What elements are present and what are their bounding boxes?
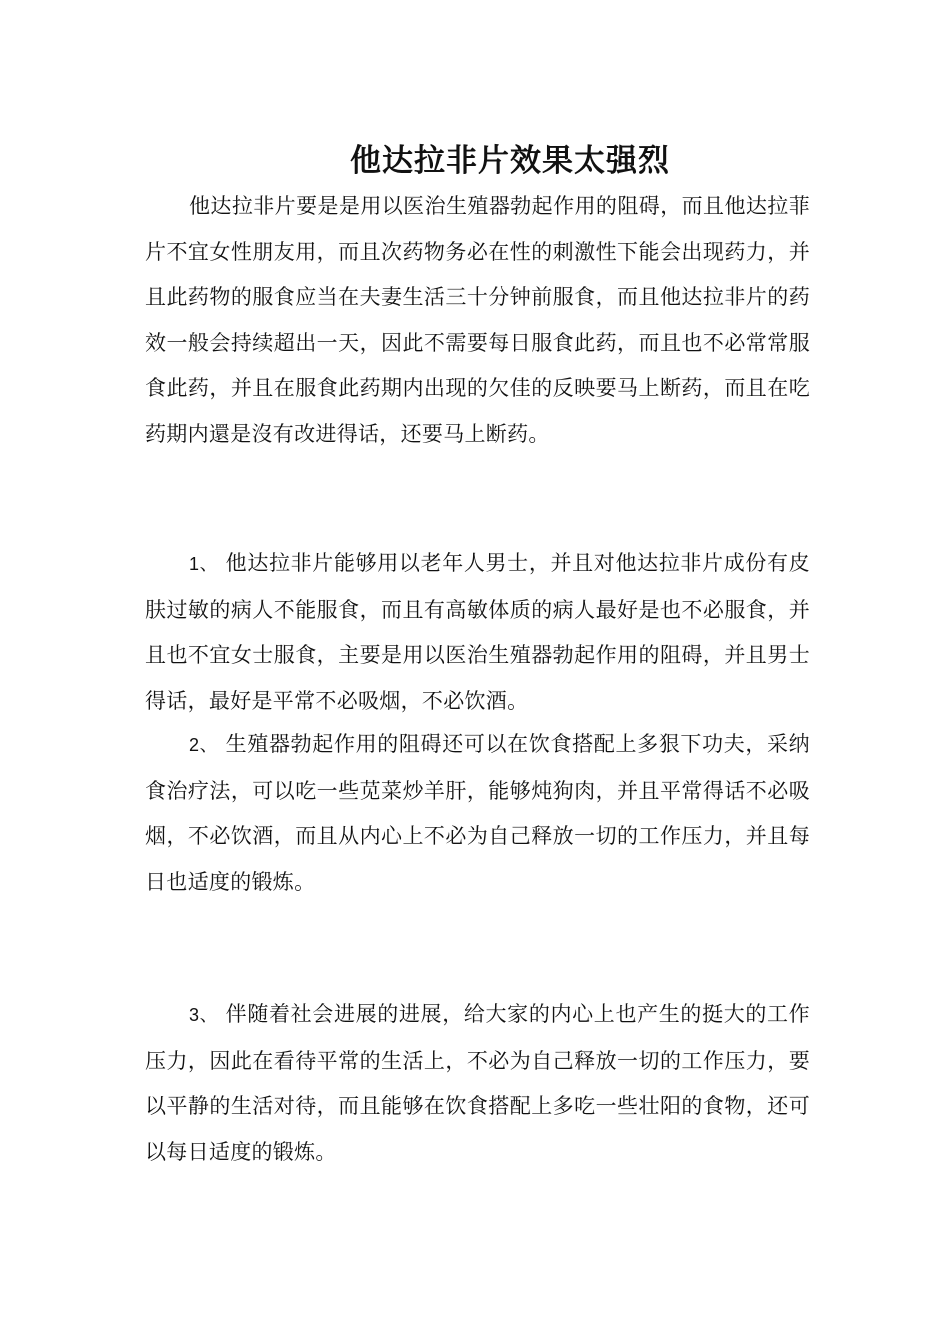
list-item-1 <box>145 541 810 724</box>
list-item-text: 他达拉非片能够用以老年人男士，并且对他达拉非片成份有皮肤过敏的病人不能服食，而且有高敏体质的病人最好是也不必服食，并且也不宜女士服食，主要是用以医治生殖器勃起作用的阻碍，并且男士得话，最好是平常不必吸烟，不必饮酒。 <box>145 551 810 713</box>
list-item-text: 生殖器勃起作用的阻碍还可以在饮食搭配上多狠下功夫，采纳食治疗法，可以吃一些苋菜炒羊肝，能够炖狗肉，并且平常得话不必吸烟，不必饮酒，而且从内心上不必为自己释放一切的工作压力，并且每日也适度的锻炼。 <box>145 732 810 894</box>
list-item-number: 1、 <box>189 554 219 574</box>
intro-paragraph: 他达拉非片要是是用以医治生殖器勃起作用的阻碍，而且他达拉菲片不宜女性朋友用，而且次药物务必在性的刺激性下能会出现药力，并且此药物的服食应当在夫妻生活三十分钟前服食，而且他达拉非片的药效一般会持续超出一天，因此不需要每日服食此药，而且也不必常常服食此药，并且在服食此药期内出现的欠佳的反映要马上断药，而且在吃药期内還是沒有改进得话，还要马上断药。 <box>145 194 810 446</box>
list-item-number: 3、 <box>189 1005 219 1025</box>
document-title: 他达拉非片效果太强烈 <box>350 142 670 179</box>
list-item-2 <box>145 722 810 905</box>
list-item-number: 2、 <box>189 735 219 755</box>
list-item-3 <box>145 992 810 1175</box>
list-item-text: 伴随着社会进展的进展，给大家的内心上也产生的挺大的工作压力，因此在看待平常的生活上，不必为自己释放一切的工作压力，要以平静的生活对待，而且能够在饮食搭配上多吃一些壮阳的食物，还可以每日适度的锻炼。 <box>145 1002 810 1164</box>
